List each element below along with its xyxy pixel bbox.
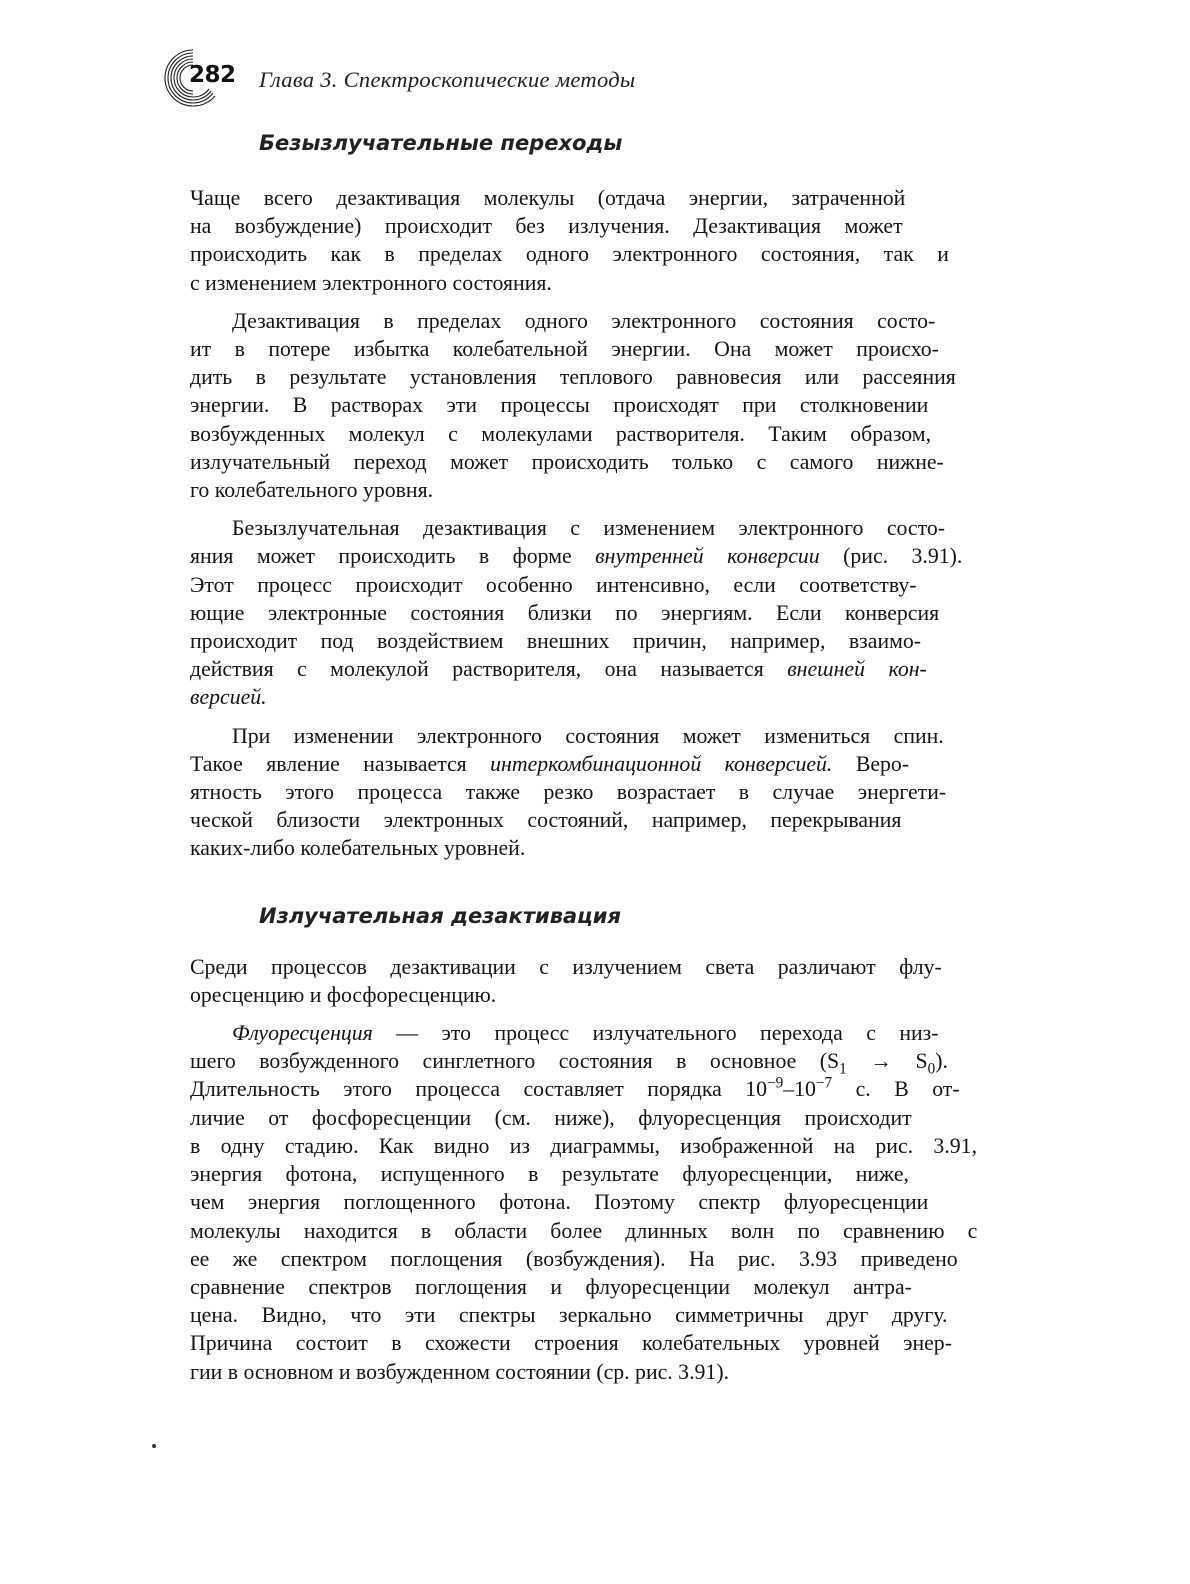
- text-line: При изменении электронного состояния может измениться спин.: [232, 723, 944, 748]
- text-line: чем энергия поглощенного фотона. Поэтому спектр флуоресценции: [190, 1190, 929, 1215]
- text-line: ее же спектром поглощения (возбуждения). На рис. 3.93 приведено: [190, 1246, 958, 1271]
- text-line: молекулы находится в области более длинных волн по сравнению с: [190, 1218, 978, 1243]
- paragraph: [190, 184, 977, 297]
- paragraph: [190, 1019, 977, 1386]
- page-body: [190, 124, 977, 1396]
- text-line: сравнение спектров поглощения и флуоресценции молекул антра-: [190, 1274, 912, 1299]
- page-number: 282: [189, 62, 236, 88]
- text-line: энергия фотона, испущенного в результате флуоресценции, ниже,: [190, 1162, 909, 1187]
- text-line: излучательный переход может происходить только с самого нижне-: [190, 449, 944, 474]
- text-line: оресценцию и фосфоресценцию.: [190, 982, 497, 1007]
- paragraph: [190, 953, 977, 1009]
- text-line: яния может происходить в форме внутренней конверсии (рис. 3.91).: [190, 544, 963, 569]
- text-line: Среди процессов дезактивации с излучением света различают флу-: [190, 954, 942, 979]
- text-line: происходит под воздействием внешних причин, например, взаимо-: [190, 629, 922, 654]
- text-line: ющие электронные состояния близки по энергиям. Если конверсия: [190, 600, 940, 625]
- text-line: Безызлучательная дезактивация с изменением электронного состо-: [232, 516, 945, 541]
- text-line: Этот процесс происходит особенно интенсивно, если соответству-: [190, 572, 917, 597]
- text-line: дить в результате установления теплового равновесия или рассеяния: [190, 365, 956, 390]
- text-line: го колебательного уровня.: [190, 478, 434, 503]
- text-line: каких-либо колебательных уровней.: [190, 836, 526, 861]
- text-line: Причина состоит в схожести строения колебательных уровней энер-: [190, 1331, 952, 1356]
- paragraph: [190, 514, 977, 711]
- text-line: на возбуждение) происходит без излучения. Дезактивация может: [190, 214, 903, 239]
- text-line: гии в основном и возбужденном состоянии (ср. рис. 3.91).: [190, 1359, 730, 1384]
- paragraph: [190, 722, 977, 863]
- text-line: возбужденных молекул с молекулами растворителя. Таким образом,: [190, 421, 932, 446]
- text-line: Дезактивация в пределах одного электронного состояния состо-: [232, 308, 936, 333]
- text-line: Такое явление называется интеркомбинационной конверсией. Веро-: [190, 751, 910, 776]
- text-line: Флуоресценция — это процесс излучательного перехода с низ-: [232, 1021, 939, 1046]
- text-line: происходить как в пределах одного электронного состояния, так и: [190, 242, 949, 267]
- running-head: [163, 46, 635, 110]
- text-line: ит в потере избытка колебательной энергии. Она может происхо-: [190, 337, 939, 362]
- section-heading: Безызлучательные переходы: [259, 131, 623, 155]
- scan-speck: [152, 1444, 156, 1448]
- paragraph: [190, 307, 977, 504]
- text-line: Чаще всего дезактивация молекулы (отдача энергии, затраченной: [190, 186, 906, 210]
- chapter-title: Глава 3. Спектроскопические методы: [259, 67, 636, 92]
- text-line: цена. Видно, что эти спектры зеркально симметричны друг другу.: [190, 1303, 948, 1328]
- text-line: версией.: [190, 685, 267, 710]
- text-line: Длительность этого процесса составляет порядка $10^{-9}-10^{-7}$ с. В от-: [190, 1075, 960, 1102]
- text-line: энергии. В растворах эти процессы происходят при столкновении: [190, 393, 929, 418]
- section-heading: Излучательная дезактивация: [259, 903, 621, 928]
- page-number-badge: [163, 46, 235, 110]
- text-line: ческой близости электронных состояний, например, перекрывания: [190, 808, 902, 833]
- text-line: с изменением электронного состояния.: [190, 270, 552, 295]
- text-line: в одну стадию. Как видно из диаграммы, изображенной на рис. 3.91,: [190, 1133, 978, 1158]
- text-line: ятность этого процесса также резко возрастает в случае энергети-: [190, 780, 947, 805]
- text-line: действия с молекулой растворителя, она называется внешней кон-: [190, 657, 927, 682]
- text-line: шего возбужденного синглетного состояния в основное $(S_1 \to S_0)$.: [190, 1049, 948, 1078]
- text-line: личие от фосфоресценции (см. ниже), флуоресценция происходит: [190, 1105, 912, 1130]
